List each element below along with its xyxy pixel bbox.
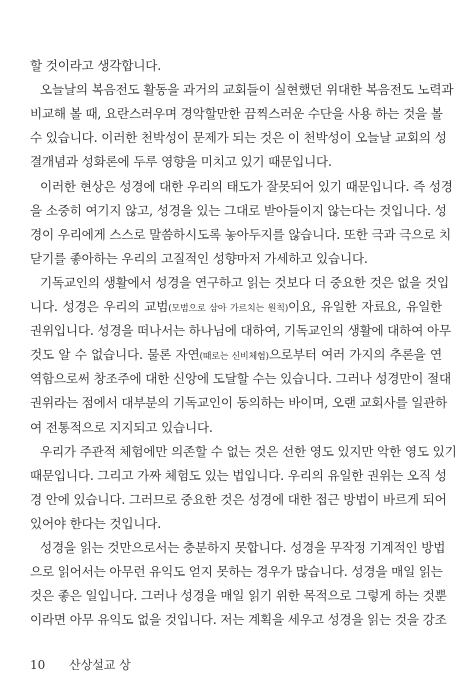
page-footer <box>30 656 131 673</box>
text-line: 니다. 성경은 우리의 교범(모범으로 삼아 가르치는 원칙)이요, 유일한 자료요, 유일한 <box>30 299 442 314</box>
text-line: 것도 알 수 없습니다. 물론 자연(때로는 신비체험)으로부터 여러 가지의 추론을 연 <box>30 347 443 363</box>
text-line: 성경을 읽는 것만으로서는 충분하지 못합니다. 성경을 무작정 기계적인 방법 <box>40 540 446 555</box>
text-line: 기독교인의 생활에서 성경을 연구하고 읽는 것보다 더 중요한 것은 없을 것입 <box>40 274 449 290</box>
text-line: 비교해 볼 때, 요란스러우며 경악할만한 끔찍스러운 수단을 사용 하는 것을 볼 <box>30 106 443 122</box>
text-line: 결개념과 성화론에 두루 영향을 미치고 있기 때문입니다. <box>30 154 332 170</box>
text-line: 닫기를 좋아하는 우리의 고질적인 성향마저 가세하고 있습니다. <box>30 250 368 266</box>
annotation-note: (때로는 신비체험) <box>199 352 269 363</box>
text-line: 이러한 현상은 성경에 대한 우리의 태도가 잘못되어 있기 때문입니다. 즉 성경 <box>40 178 453 194</box>
text-line: 있어야 한다는 것입니다. <box>30 515 162 531</box>
text-line: 우리가 주관적 체험에만 의존할 수 없는 것은 선한 영도 있지만 악한 영도 있기 <box>40 443 457 459</box>
text-line: 으로 읽어서는 아무런 유익도 얻지 못하는 경우가 많습니다. 성경을 매일 읽는 <box>30 564 443 580</box>
text-line: 때문입니다. 그리고 가짜 체험도 있는 법입니다. 우리의 유일한 권위는 오직 성 <box>30 467 447 483</box>
text-line: 역함으로써 창조주에 대한 신앙에 도달할 수는 있습니다. 그러나 성경만이 절대 <box>30 371 451 387</box>
text-line: 이라면 아무 유익도 없을 것입니다. 저는 계획을 세우고 성경을 읽는 것을 강조 <box>30 612 447 628</box>
text-line: 오늘날의 복음전도 활동을 과거의 교회들이 실현했던 위대한 복음전도 노력과 <box>40 82 454 98</box>
text-line: 을 소중히 여기지 않고, 성경을 있는 그대로 받아들이지 않는다는 것입니다. 성 <box>30 202 447 218</box>
annotation-note: (모범으로 삼아 가르치는 원칙) <box>168 304 289 314</box>
text-line: 권위입니다. 성경을 떠나서는 하나님에 대하여, 기독교인의 생활에 대하여 아무 <box>30 323 451 339</box>
text-line: 경이 우리에게 스스로 말씀하시도록 놓아두지를 않습니다. 또한 극과 극으로 치 <box>30 226 451 242</box>
text-line: 여 전통적으로 지지되고 있습니다. <box>30 419 213 435</box>
page-number: 10 <box>30 658 46 672</box>
text-line: 수 있습니다. 이러한 천박성이 문제가 되는 것은 이 천박성이 오늘날 교회의 성 <box>30 130 447 146</box>
text-line: 것은 좋은 일입니다. 그러나 성경을 매일 읽기 위한 목적으로 그렇게 하는 것뿐 <box>30 588 447 604</box>
book-title: 산상설교 상 <box>69 658 131 672</box>
text-line: 권위라는 점에서 대부분의 기독교인이 동의하는 바이며, 오랜 교회사를 일관하 <box>30 395 448 411</box>
text-line: 할 것이라고 생각합니다. <box>30 58 162 73</box>
text-line: 경 안에 있습니다. 그러므로 중요한 것은 성경에 대한 접근 방법이 바르게 되어 <box>30 491 447 507</box>
